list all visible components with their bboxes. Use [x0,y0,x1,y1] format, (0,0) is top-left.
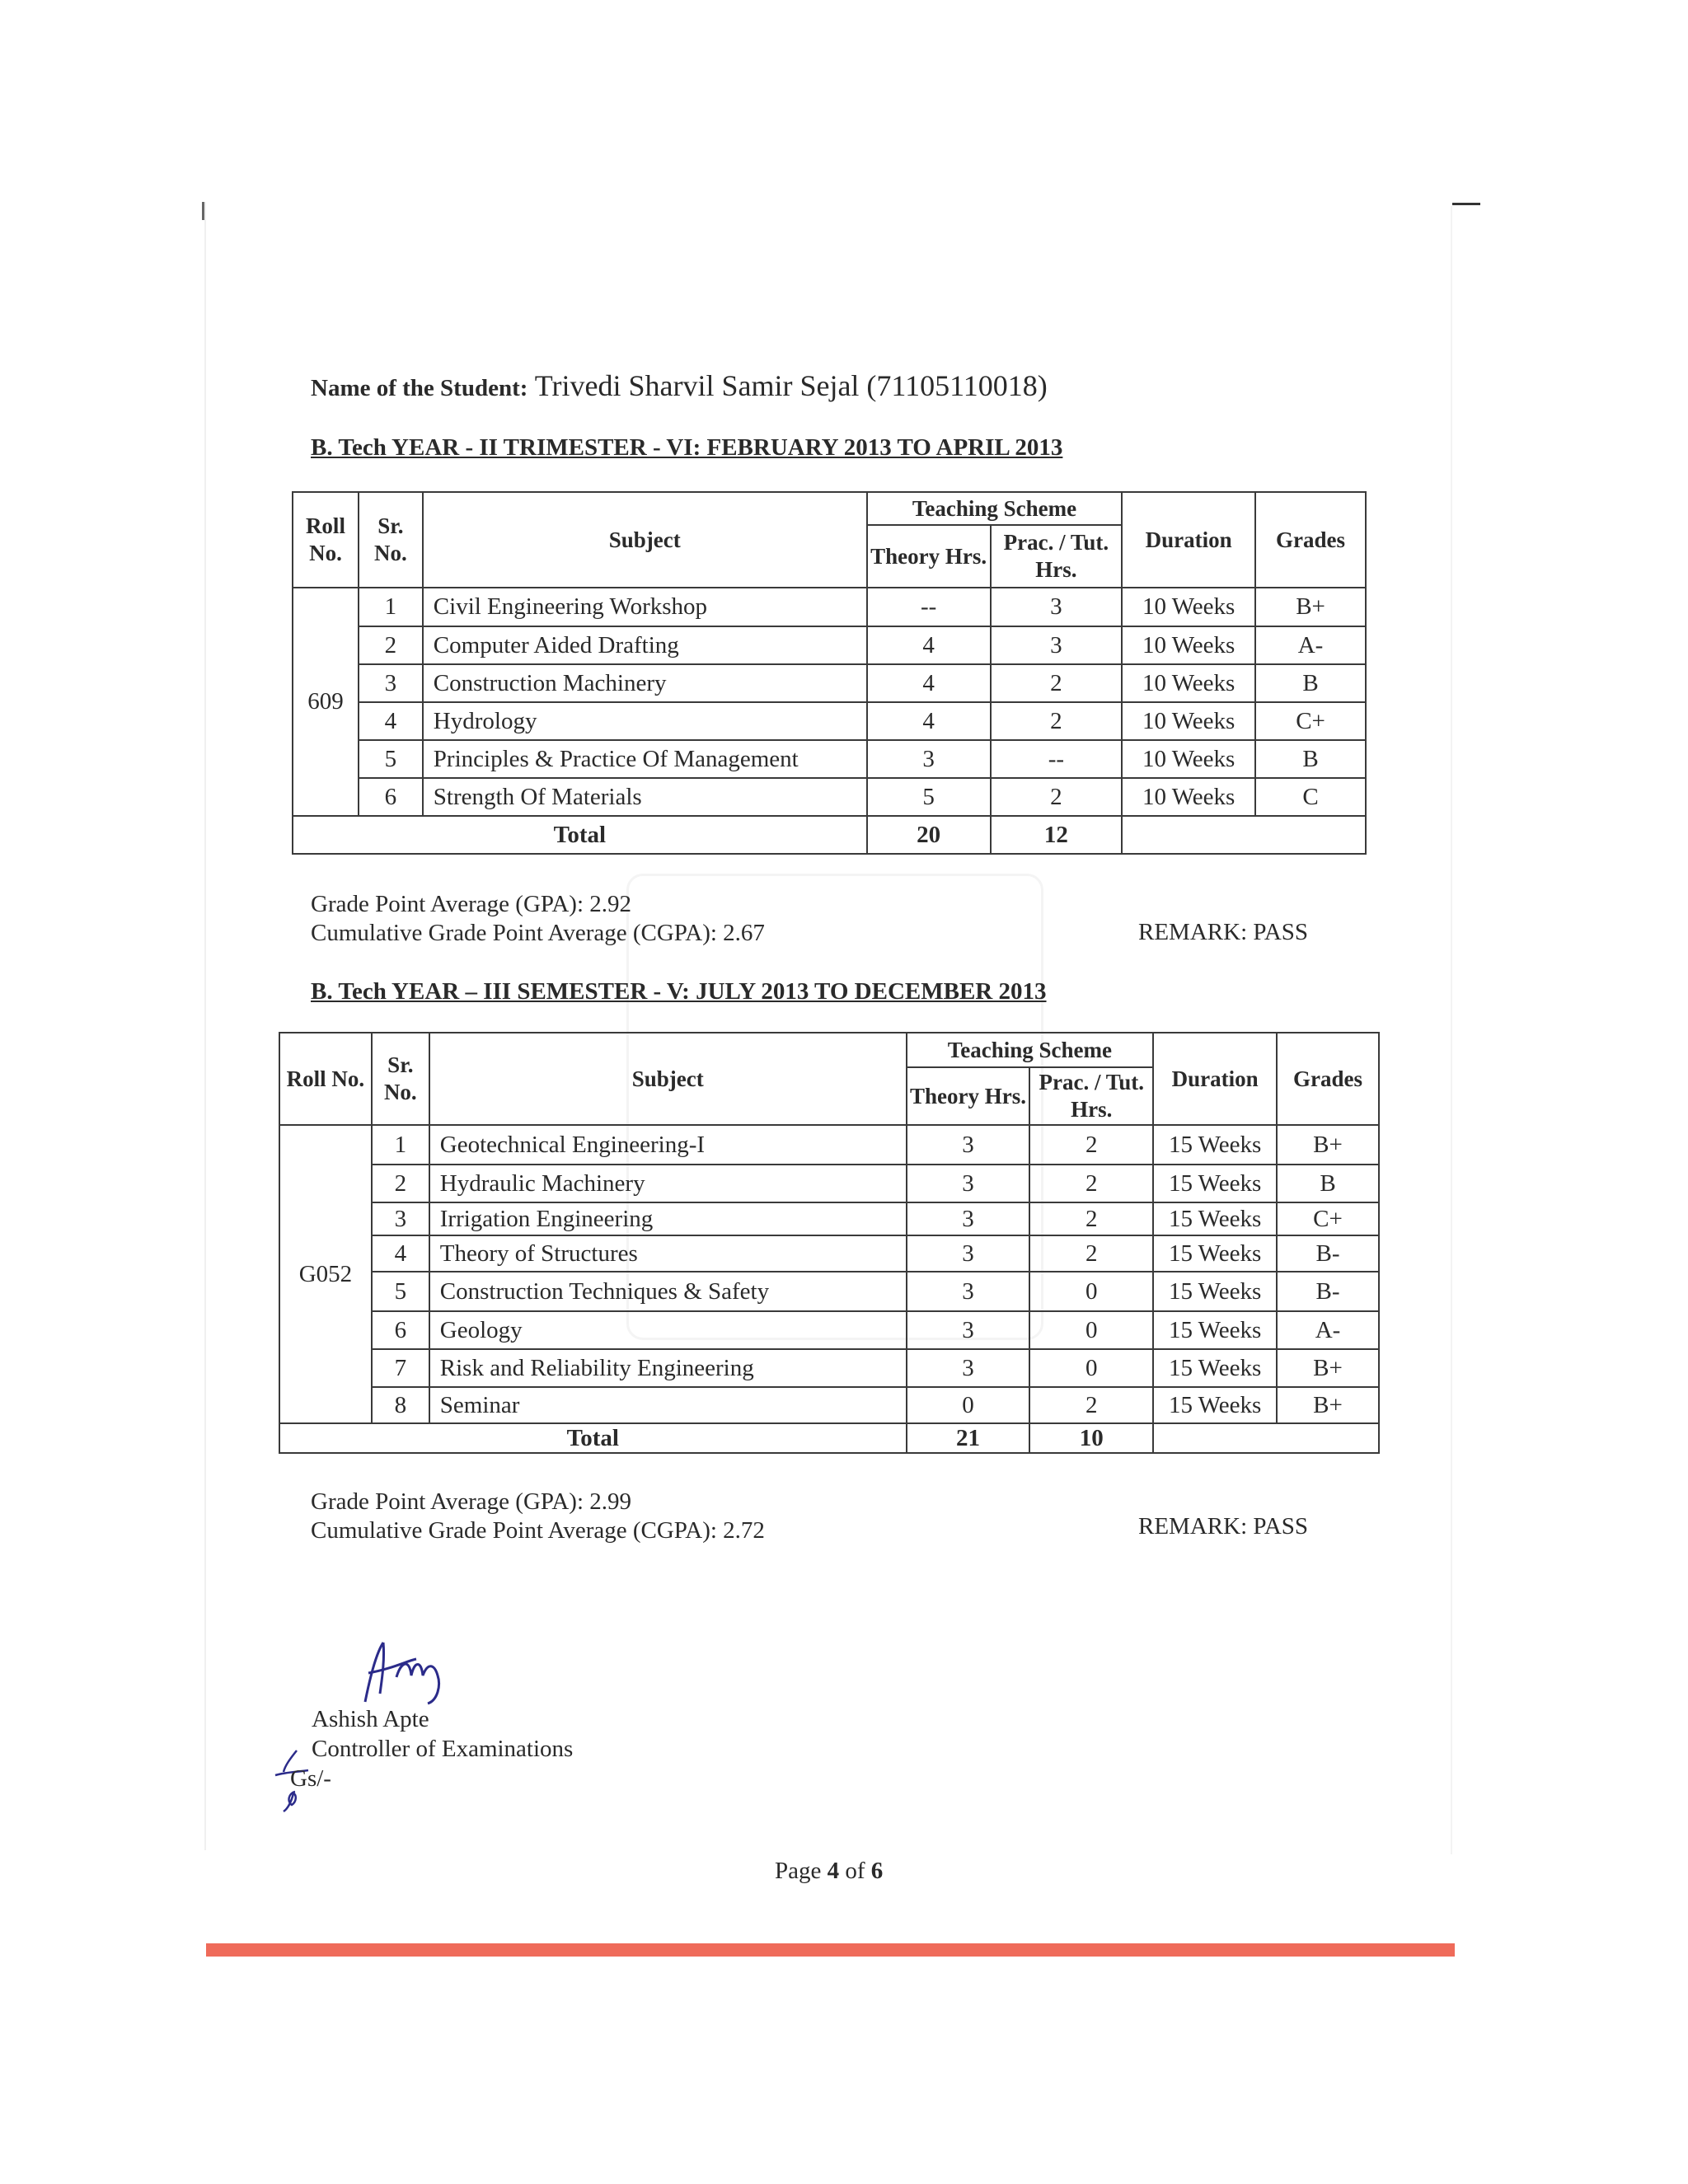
header-grades: Grades [1277,1033,1379,1125]
subject-cell: Risk and Reliability Engineering [429,1349,907,1387]
sr-no-cell: 6 [359,778,423,816]
total-blank [1122,816,1366,854]
duration-cell: 10 Weeks [1122,626,1255,664]
grade-cell: B+ [1277,1125,1379,1165]
sr-no-cell: 2 [359,626,423,664]
page-total: 6 [870,1858,884,1884]
duration-cell: 15 Weeks [1153,1272,1277,1311]
gpa-block [311,890,765,948]
header-prac-hrs: Prac. / Tut. Hrs. [1029,1067,1153,1125]
header-grades: Grades [1255,492,1366,588]
header-sr-no: Sr. No. [372,1033,429,1125]
sr-no-cell: 3 [359,664,423,702]
duration-cell: 10 Weeks [1122,664,1255,702]
grade-cell: A- [1277,1311,1379,1349]
duration-cell: 10 Weeks [1122,588,1255,626]
subject-cell: Theory of Structures [429,1235,907,1272]
sr-no-cell: 3 [372,1202,429,1235]
subject-cell: Principles & Practice Of Management [423,740,867,778]
table-row [279,1311,1379,1349]
sr-no-cell: 4 [359,702,423,740]
duration-cell: 15 Weeks [1153,1235,1277,1272]
prac-cell: 0 [1029,1311,1153,1349]
header-duration: Duration [1153,1033,1277,1125]
total-row [293,816,1366,854]
signatory-block [312,1704,573,1764]
table-row [279,1235,1379,1272]
grade-cell: B+ [1255,588,1366,626]
prac-cell: 2 [1029,1125,1153,1165]
prac-cell: -- [991,740,1123,778]
table-row [279,1272,1379,1311]
theory-cell: 4 [867,626,991,664]
grade-cell: B [1277,1165,1379,1202]
gpa-value: Grade Point Average (GPA): 2.99 [311,1488,632,1515]
total-blank [1153,1423,1379,1453]
scan-edge-mark-top [1452,203,1480,205]
theory-cell: 3 [907,1235,1030,1272]
sr-no-cell: 2 [372,1165,429,1202]
subject-cell: Seminar [429,1387,907,1423]
duration-cell: 15 Weeks [1153,1165,1277,1202]
page-current: 4 [827,1858,840,1884]
gpa-value: Grade Point Average (GPA): 2.92 [311,891,632,917]
grades-table [279,1032,1380,1454]
header-theory-hrs: Theory Hrs. [867,525,991,588]
sr-no-cell: 8 [372,1387,429,1423]
signatory-note: Gs/- [290,1765,331,1792]
sr-no-cell: 1 [359,588,423,626]
signature-mark [359,1636,457,1710]
prac-cell: 0 [1029,1349,1153,1387]
student-label: Name of the Student: [311,375,528,401]
header-duration: Duration [1122,492,1255,588]
sr-no-cell: 5 [372,1272,429,1311]
prac-cell: 2 [1029,1165,1153,1202]
duration-cell: 10 Weeks [1122,740,1255,778]
grade-cell: C+ [1255,702,1366,740]
table-row [293,588,1366,626]
subject-cell: Hydrology [423,702,867,740]
subject-cell: Construction Techniques & Safety [429,1272,907,1311]
cgpa-value: Cumulative Grade Point Average (CGPA): 2.72 [311,1517,765,1544]
theory-cell: 4 [867,702,991,740]
table-row [293,626,1366,664]
subject-cell: Civil Engineering Workshop [423,588,867,626]
prac-cell: 2 [1029,1387,1153,1423]
theory-cell: -- [867,588,991,626]
gpa-block [311,1488,765,1545]
header-prac-hrs: Prac. / Tut. Hrs. [991,525,1123,588]
sr-no-cell: 4 [372,1235,429,1272]
page-number [775,1858,883,1885]
theory-cell: 3 [907,1125,1030,1165]
subject-cell: Construction Machinery [423,664,867,702]
theory-cell: 3 [907,1202,1030,1235]
page-prefix: Page [775,1858,828,1884]
remark: REMARK: PASS [1138,1513,1309,1540]
table-row [279,1349,1379,1387]
theory-cell: 3 [907,1311,1030,1349]
total-prac: 12 [991,816,1123,854]
section-heading: B. Tech YEAR – III SEMESTER - V: JULY 2013 TO DECEMBER 2013 [311,978,1047,1005]
prac-cell: 2 [991,664,1123,702]
grade-cell: C+ [1277,1202,1379,1235]
grade-cell: B+ [1277,1387,1379,1423]
table-row [293,664,1366,702]
grade-cell: A- [1255,626,1366,664]
grades-table [292,491,1367,855]
student-name: Trivedi Sharvil Samir Sejal (71105110018) [534,369,1048,402]
theory-cell: 5 [867,778,991,816]
remark: REMARK: PASS [1138,919,1309,945]
prac-cell: 3 [991,626,1123,664]
table-row [279,1125,1379,1165]
header-theory-hrs: Theory Hrs. [907,1067,1030,1125]
duration-cell: 15 Weeks [1153,1387,1277,1423]
grade-cell: B [1255,740,1366,778]
subject-cell: Geotechnical Engineering-I [429,1125,907,1165]
table-row [293,778,1366,816]
prac-cell: 2 [1029,1235,1153,1272]
table-row [293,702,1366,740]
prac-cell: 0 [1029,1272,1153,1311]
table-row [279,1165,1379,1202]
duration-cell: 15 Weeks [1153,1125,1277,1165]
total-label: Total [279,1423,907,1453]
roll-number: 609 [293,588,359,816]
theory-cell: 4 [867,664,991,702]
header-teaching-scheme: Teaching Scheme [907,1033,1154,1067]
subject-cell: Geology [429,1311,907,1349]
roll-number: G052 [279,1125,372,1423]
theory-cell: 3 [907,1272,1030,1311]
subject-cell: Irrigation Engineering [429,1202,907,1235]
total-theory: 21 [907,1423,1030,1453]
total-row [279,1423,1379,1453]
theory-cell: 3 [907,1165,1030,1202]
grade-cell: B- [1277,1272,1379,1311]
sr-no-cell: 1 [372,1125,429,1165]
sr-no-cell: 6 [372,1311,429,1349]
duration-cell: 15 Weeks [1153,1311,1277,1349]
sr-no-cell: 7 [372,1349,429,1387]
table-row [293,740,1366,778]
grade-cell: C [1255,778,1366,816]
duration-cell: 10 Weeks [1122,702,1255,740]
subject-cell: Strength Of Materials [423,778,867,816]
scan-edge-right [1451,206,1452,1854]
subject-cell: Computer Aided Drafting [423,626,867,664]
header-subject: Subject [429,1033,907,1125]
grade-cell: B- [1277,1235,1379,1272]
scan-edge-left [204,202,206,1850]
footer-accent-bar [206,1943,1455,1957]
prac-cell: 2 [991,702,1123,740]
theory-cell: 3 [867,740,991,778]
prac-cell: 2 [1029,1202,1153,1235]
header-roll-no: Roll No. [279,1033,372,1125]
prac-cell: 2 [991,778,1123,816]
signatory-name: Ashish Apte [312,1706,429,1732]
section-heading: B. Tech YEAR - II TRIMESTER - VI: FEBRUARY 2013 TO APRIL 2013 [311,434,1063,461]
total-theory: 20 [867,816,991,854]
page-middle: of [839,1858,871,1884]
duration-cell: 15 Weeks [1153,1202,1277,1235]
total-label: Total [293,816,867,854]
table-row [279,1202,1379,1235]
theory-cell: 0 [907,1387,1030,1423]
subject-cell: Hydraulic Machinery [429,1165,907,1202]
theory-cell: 3 [907,1349,1030,1387]
sr-no-cell: 5 [359,740,423,778]
duration-cell: 10 Weeks [1122,778,1255,816]
prac-cell: 3 [991,588,1123,626]
table-row [279,1387,1379,1423]
cgpa-value: Cumulative Grade Point Average (CGPA): 2.67 [311,920,765,946]
header-sr-no: Sr. No. [359,492,423,588]
header-subject: Subject [423,492,867,588]
grade-cell: B [1255,664,1366,702]
scan-edge-mark [202,202,204,220]
header-teaching-scheme: Teaching Scheme [867,492,1123,525]
student-line [311,368,1048,403]
total-prac: 10 [1029,1423,1153,1453]
header-roll-no: Roll No. [293,492,359,588]
signatory-title: Controller of Examinations [312,1736,574,1762]
grade-cell: B+ [1277,1349,1379,1387]
duration-cell: 15 Weeks [1153,1349,1277,1387]
